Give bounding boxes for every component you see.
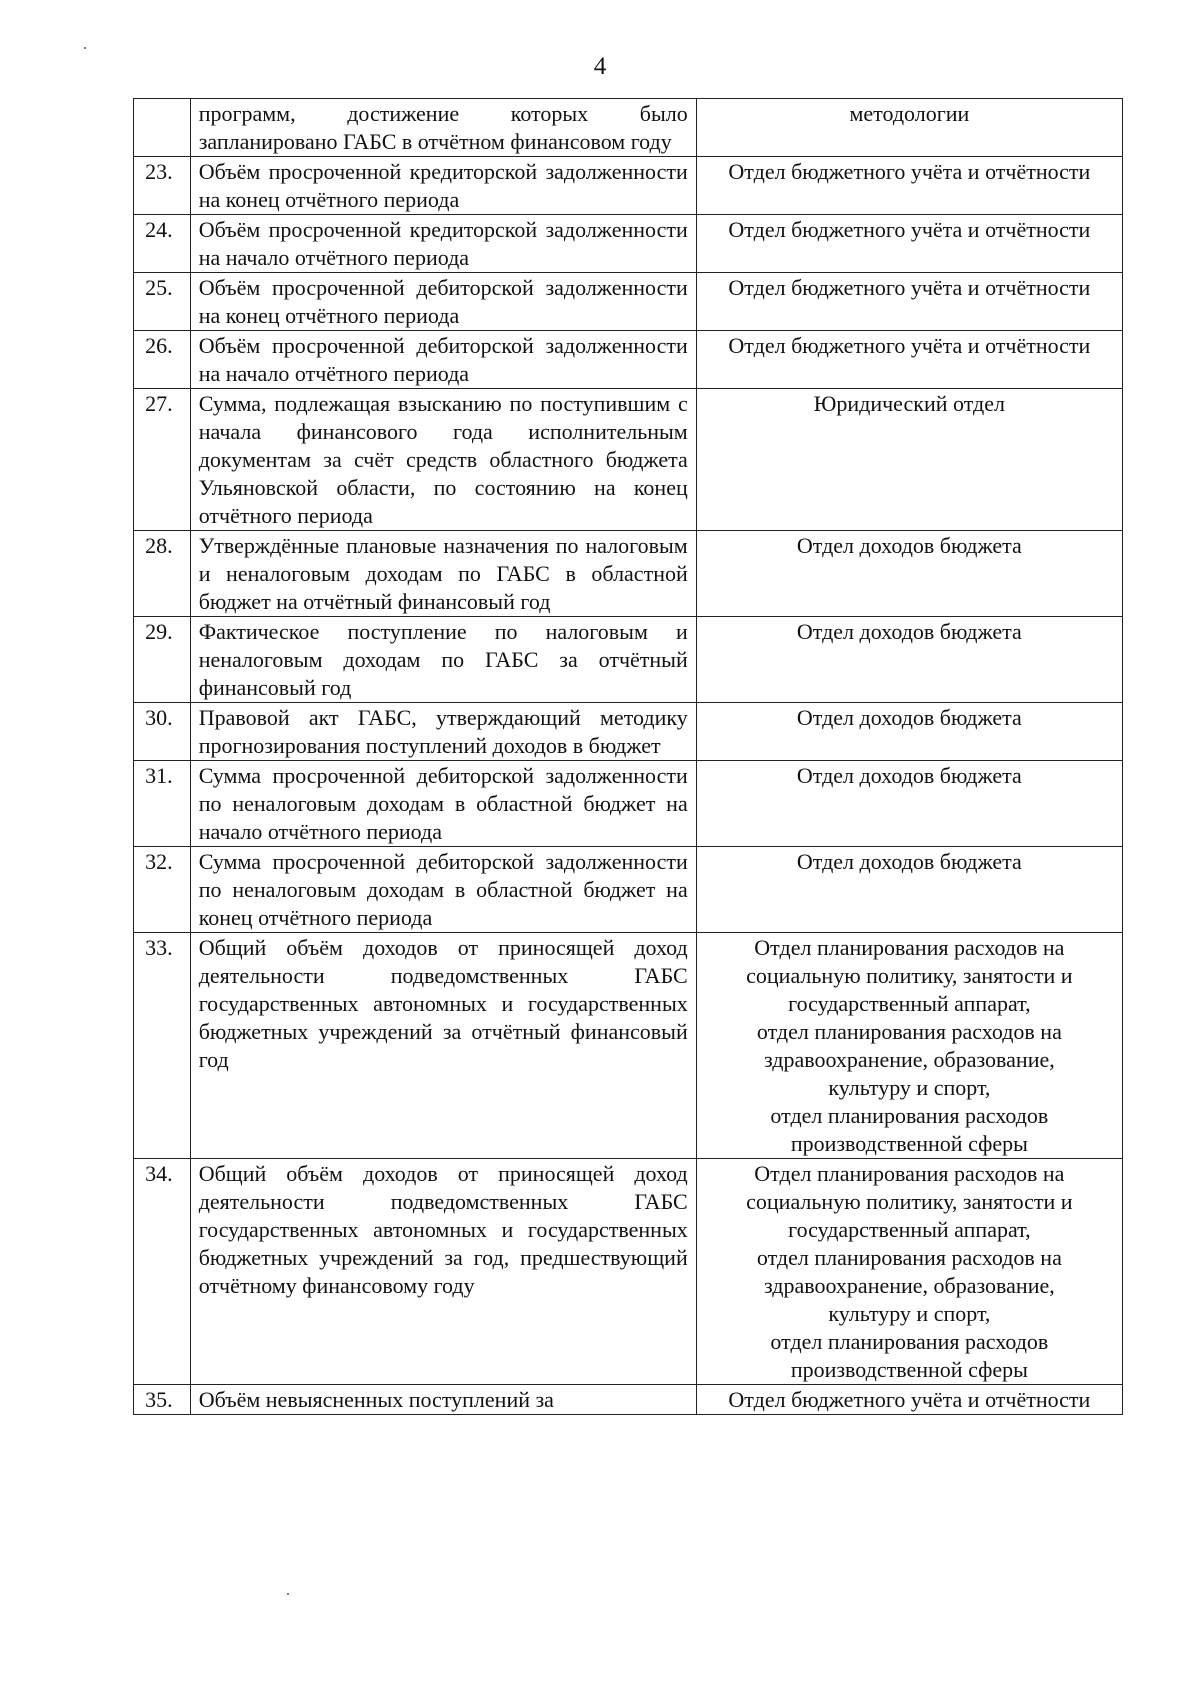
department-line: Юридический отдел	[813, 391, 1005, 416]
row-number: 28.	[134, 531, 191, 617]
table-row	[134, 157, 1123, 215]
table-row	[134, 99, 1123, 157]
row-number: 26.	[134, 331, 191, 389]
department-line: отдел планирования расходов на	[756, 1245, 1062, 1270]
responsible-department	[696, 331, 1122, 389]
table-row	[134, 531, 1123, 617]
responsible-department	[696, 761, 1122, 847]
department-line: Отдел доходов бюджета	[796, 849, 1022, 874]
row-number: 29.	[134, 617, 191, 703]
table-row	[134, 761, 1123, 847]
table-row	[134, 1159, 1123, 1385]
table-row	[134, 389, 1123, 531]
responsible-department	[696, 933, 1122, 1159]
data-sources-table	[133, 98, 1123, 1415]
indicator-name: программ, достижение которых было запланировано ГАБС в отчётном финансовом году	[190, 99, 696, 157]
department-line: отдел планирования расходов на	[756, 1019, 1062, 1044]
department-line: государственный аппарат,	[788, 1217, 1031, 1242]
department-line: Отдел бюджетного учёта и отчётности	[728, 1387, 1091, 1412]
responsible-department	[696, 389, 1122, 531]
indicator-name: Правовой акт ГАБС, утверждающий методику прогнозирования поступлений доходов в бюджет	[190, 703, 696, 761]
row-number: 24.	[134, 215, 191, 273]
row-number: 30.	[134, 703, 191, 761]
department-line: методологии	[849, 101, 970, 126]
department-line: отдел планирования расходов	[770, 1103, 1049, 1128]
department-line: здравоохранение, образование,	[763, 1273, 1055, 1298]
responsible-department	[696, 215, 1122, 273]
row-number: 23.	[134, 157, 191, 215]
department-line: производственной сферы	[790, 1357, 1028, 1382]
responsible-department	[696, 1159, 1122, 1385]
department-line: Отдел планирования расходов на	[754, 1161, 1065, 1186]
department-line: Отдел бюджетного учёта и отчётности	[728, 217, 1091, 242]
scan-dot	[287, 1593, 289, 1595]
department-line: отдел планирования расходов	[770, 1329, 1049, 1354]
row-number: 25.	[134, 273, 191, 331]
responsible-department	[696, 847, 1122, 933]
department-line: культуру и спорт,	[828, 1075, 991, 1100]
responsible-department	[696, 703, 1122, 761]
department-line: Отдел планирования расходов на	[754, 935, 1065, 960]
row-number: 32.	[134, 847, 191, 933]
department-line: Отдел доходов бюджета	[796, 619, 1022, 644]
responsible-department	[696, 1385, 1122, 1415]
indicator-name: Объём невыясненных поступлений за	[190, 1385, 696, 1415]
table-row	[134, 617, 1123, 703]
table-row	[134, 847, 1123, 933]
indicator-name: Фактическое поступление по налоговым и неналоговым доходам по ГАБС за отчётный финансовый год	[190, 617, 696, 703]
department-line: Отдел доходов бюджета	[796, 533, 1022, 558]
indicator-name: Сумма просроченной дебиторской задолженности по неналоговым доходам в областной бюджет на начало отчётного периода	[190, 761, 696, 847]
department-line: производственной сферы	[790, 1131, 1028, 1156]
responsible-department	[696, 531, 1122, 617]
indicator-name: Объём просроченной кредиторской задолженности на начало отчётного периода	[190, 215, 696, 273]
table-row	[134, 331, 1123, 389]
row-number: 35.	[134, 1385, 191, 1415]
indicator-name: Утверждённые плановые назначения по налоговым и неналоговым доходам по ГАБС в областной бюджет на отчётный финансовый год	[190, 531, 696, 617]
indicator-name: Объём просроченной дебиторской задолженности на конец отчётного периода	[190, 273, 696, 331]
indicator-name: Общий объём доходов от приносящей доход деятельности подведомственных ГАБС государственных автономных и государственных бюджетных учреждений за год, предшествующий отчётному финансовому году	[190, 1159, 696, 1385]
row-number: 34.	[134, 1159, 191, 1385]
row-number	[134, 99, 191, 157]
row-number: 27.	[134, 389, 191, 531]
responsible-department	[696, 273, 1122, 331]
table-row	[134, 703, 1123, 761]
page-number: 4	[593, 53, 607, 80]
table-row	[134, 273, 1123, 331]
department-line: культуру и спорт,	[828, 1301, 991, 1326]
indicator-name: Объём просроченной кредиторской задолженности на конец отчётного периода	[190, 157, 696, 215]
department-line: Отдел доходов бюджета	[796, 763, 1022, 788]
indicator-name: Общий объём доходов от приносящей доход деятельности подведомственных ГАБС государственных автономных и государственных бюджетных учреждений за отчётный финансовый год	[190, 933, 696, 1159]
department-line: Отдел бюджетного учёта и отчётности	[728, 275, 1091, 300]
responsible-department	[696, 617, 1122, 703]
table-row	[134, 1385, 1123, 1415]
scan-dot	[84, 47, 86, 49]
department-line: Отдел бюджетного учёта и отчётности	[728, 333, 1091, 358]
table-row	[134, 215, 1123, 273]
indicator-name: Сумма, подлежащая взысканию по поступившим с начала финансового года исполнительным документам за счёт средств областного бюджета Ульяновской области, по состоянию на конец отчётного периода	[190, 389, 696, 531]
indicator-name: Сумма просроченной дебиторской задолженности по неналоговым доходам в областной бюджет на конец отчётного периода	[190, 847, 696, 933]
department-line: Отдел бюджетного учёта и отчётности	[728, 159, 1091, 184]
table-row	[134, 933, 1123, 1159]
department-line: государственный аппарат,	[788, 991, 1031, 1016]
row-number: 31.	[134, 761, 191, 847]
responsible-department	[696, 99, 1122, 157]
department-line: социальную политику, занятости и	[746, 963, 1073, 988]
responsible-department	[696, 157, 1122, 215]
department-line: социальную политику, занятости и	[746, 1189, 1073, 1214]
row-number: 33.	[134, 933, 191, 1159]
department-line: здравоохранение, образование,	[763, 1047, 1055, 1072]
department-line: Отдел доходов бюджета	[796, 705, 1022, 730]
indicator-name: Объём просроченной дебиторской задолженности на начало отчётного периода	[190, 331, 696, 389]
